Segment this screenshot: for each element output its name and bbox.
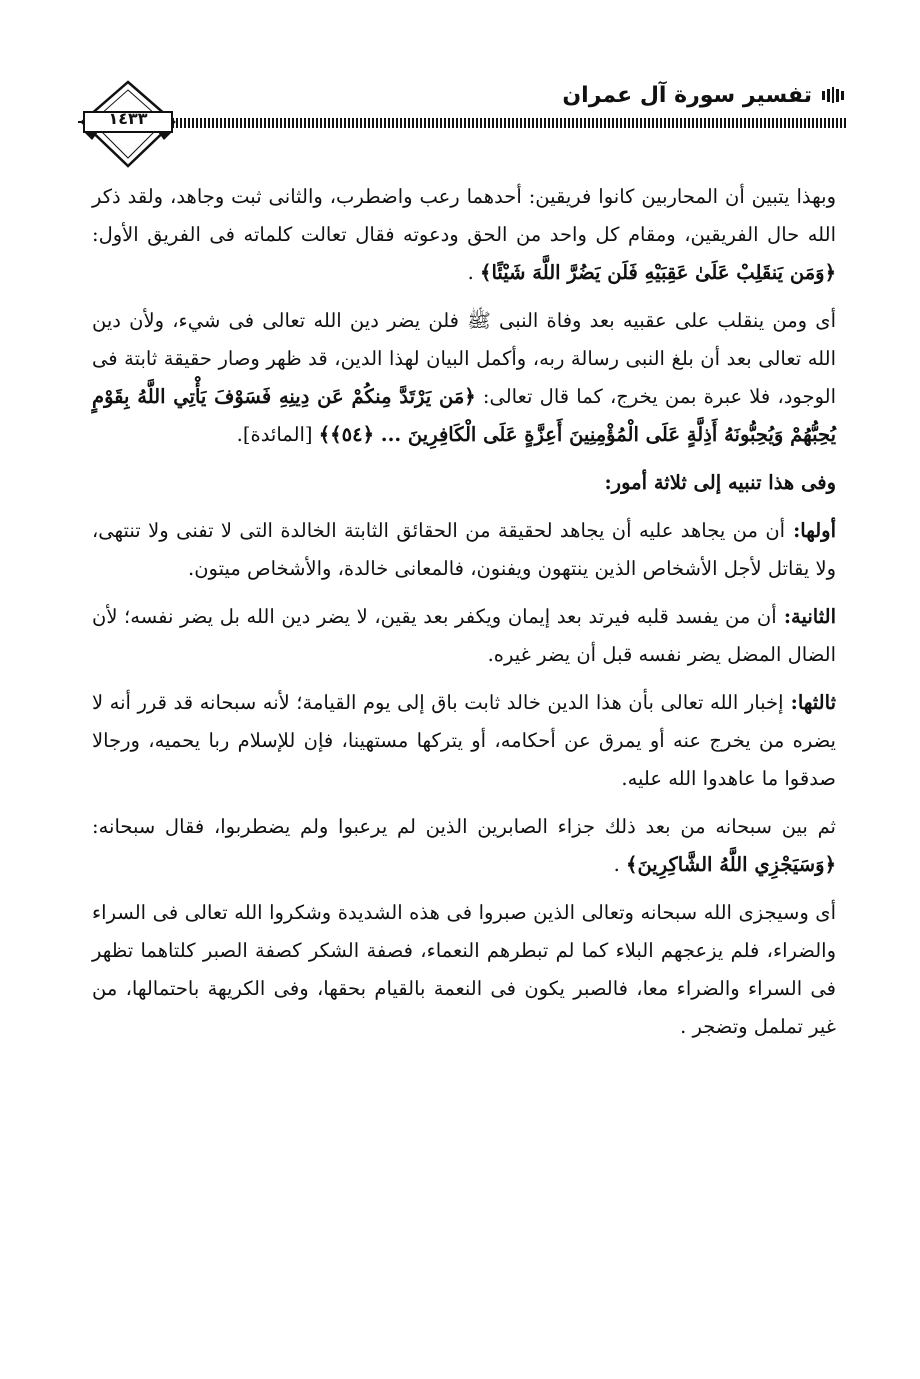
paragraph: [92, 178, 836, 292]
paragraph-text: وبهذا يتبين أن المحاربين كانوا فريقين: أحدهما رعب واضطرب، والثانى ثبت وجاهد، ولقد ذكر الله حال الفريقين، ومقام كل واحد من الحق ودعوته فقال تعالت كلماته فى الفريق الأول:: [92, 185, 836, 246]
paragraph-tail: .: [467, 261, 481, 284]
paragraph-text: ثم بين سبحانه من بعد ذلك جزاء الصابرين الذين لم يرعبوا ولم يضطربوا، فقال سبحانه:: [92, 815, 836, 838]
page-header: [70, 70, 850, 170]
page-number-badge: [78, 80, 178, 170]
paragraph-text: أى وسيجزى الله سبحانه وتعالى الذين صبروا فى هذه الشديدة وشكروا الله تعالى فى السراء والضراء، فلم يزعجهم البلاء كما لم تبطرهم النعماء، فصفة الشكر كصفة الصبر كلتاهما تظهر فى السراء والضراء معا، فالصبر يكون فى النعمة بالقيام بحقها، وفى الكريهة باحتمالها، من غير تململ وتضجر .: [92, 901, 836, 1038]
page-number: ١٤٣٣: [108, 109, 148, 128]
paragraph-lead: الثانية:: [776, 605, 836, 628]
paragraph-text: أن من يجاهد عليه أن يجاهد لحقيقة من الحقائق الثابتة الخالدة التى لا تفنى ولا تنتهى، ولا يقاتل لأجل الأشخاص الذين ينتهون ويفنون، فالمعانى خالدة، والأشخاص ميتون.: [92, 519, 836, 580]
paragraph-text: أن من يفسد قلبه فيرتد بعد إيمان ويكفر بعد يقين، لا يضر دين الله بل يضر نفسه؛ لأن الضال المضل يضر نفسه قبل أن يضر غيره.: [92, 605, 836, 666]
section-heading: [92, 464, 836, 502]
paragraph-tail: .: [613, 853, 627, 876]
paragraph: [92, 684, 836, 798]
running-title: [562, 78, 844, 112]
quran-verse: ﴿وَسَيَجْزِي اللَّهُ الشَّاكِرِينَ﴾: [626, 853, 836, 876]
paragraph: [92, 302, 836, 454]
paragraph: [92, 512, 836, 588]
paragraph-lead: أولها:: [785, 519, 836, 542]
paragraph-text: أى ومن ينقلب على عقبيه بعد وفاة النبى ﷺ فلن يضر دين الله تعالى فى شيء، ولأن دين الله تعالى بعد أن بلغ النبى رسالة ربه، وأكمل البيان لهذا الدين، قد ظهر وصار حقيقة ثابتة فى الوجود، فلا عبرة بمن يخرج، كما قال تعالى:: [92, 309, 836, 408]
main-text: [92, 178, 836, 1056]
heading-text: وفى هذا تنبيه إلى ثلاثة أمور:: [604, 471, 836, 494]
header-rule: [160, 118, 846, 128]
paragraph: [92, 894, 836, 1046]
paragraph-lead: ثالثها:: [783, 691, 836, 714]
paragraph-text: إخبار الله تعالى بأن هذا الدين خالد ثابت باق إلى يوم القيامة؛ لأنه سبحانه قد قرر أنه لا يضره من يخرج عنه أو يمرق عن أحكامه، أو يتركها مستهينا، فإن للإسلام ربا يحميه، ورجالا صدقوا ما عاهدوا الله عليه.: [92, 691, 836, 790]
quran-verse: ﴿مَن يَرْتَدَّ مِنكُمْ عَن دِينِهِ فَسَوْفَ يَأْتِي اللَّهُ بِقَوْمٍ يُحِبُّهُمْ وَيُحِبُّونَهُ أَذِلَّةٍ عَلَى الْمُؤْمِنِينَ أَعِزَّةٍ عَلَى الْكَافِرِينَ ... ﴿٥٤﴾﴾: [92, 385, 836, 446]
paragraph: [92, 598, 836, 674]
ornament-icon: [822, 86, 844, 104]
paragraph-tail: [المائدة].: [236, 423, 319, 446]
quran-verse: ﴿وَمَن يَنقَلِبْ عَلَىٰ عَقِبَيْهِ فَلَن يَضُرَّ اللَّهَ شَيْئًا﴾: [480, 261, 836, 284]
paragraph: [92, 808, 836, 884]
book-title: تفسير سورة آل عمران: [562, 82, 812, 108]
